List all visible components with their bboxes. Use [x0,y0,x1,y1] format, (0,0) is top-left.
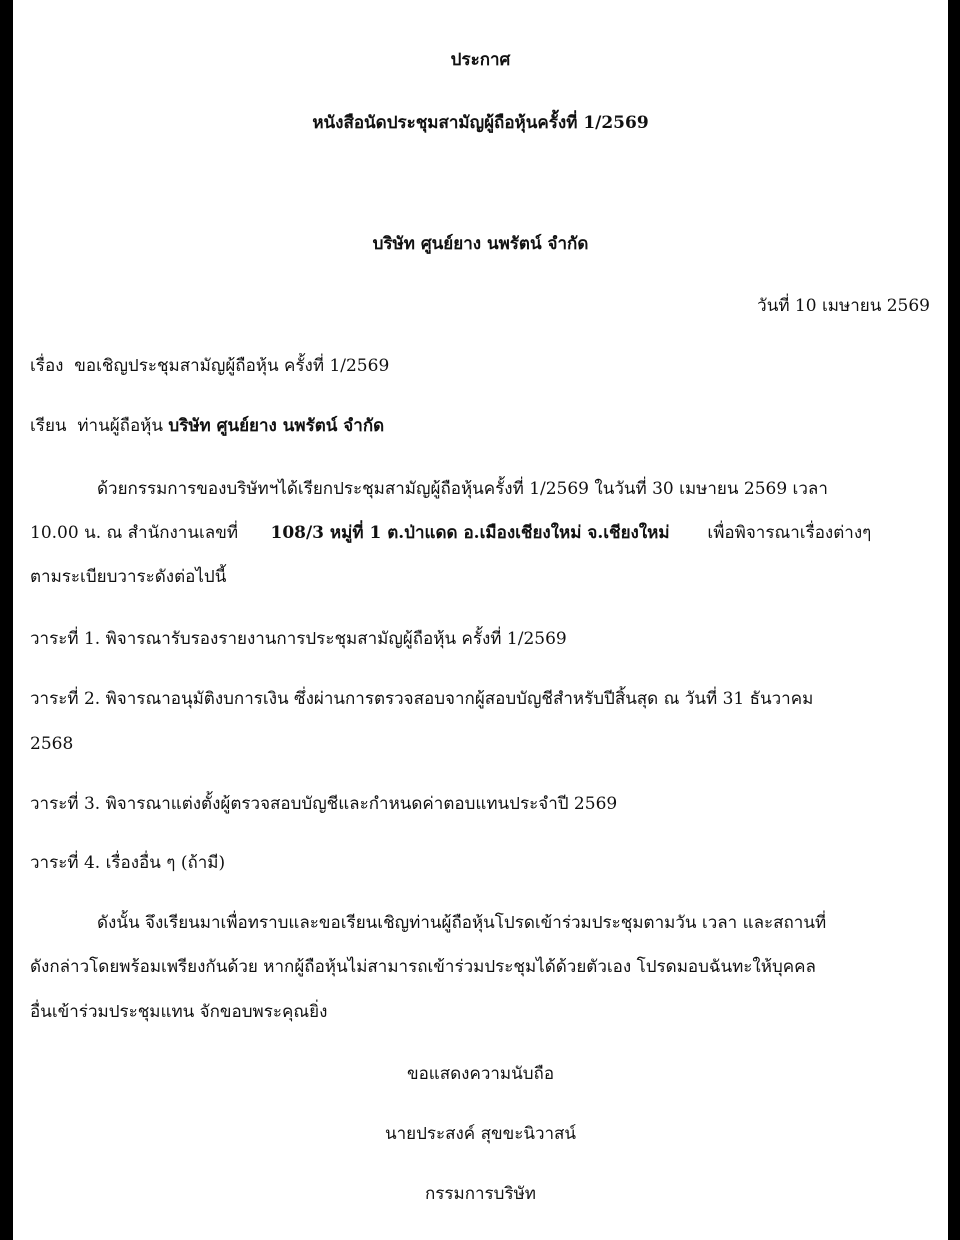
agenda-text: พิจารณาอนุมัติงบการเงิน ซึ่งผ่านการตรวจสอบจากผู้สอบบัญชีสำหรับปีสิ้นสุด ณ วันที่ 31 ธันวาคม [105,689,814,709]
venue-address: 108/3 หมู่ที่ 1 ต.ป่าแดด อ.เมืองเชียงใหม่ จ.เชียงใหม่ [270,523,670,543]
agenda-label: วาระที่ 1. [30,629,101,649]
document-page [13,0,948,1240]
closing-line-1: ดังนั้น จึงเรียนมาเพื่อทราบและขอเรียนเชิญท่านผู้ถือหุ้นโปรดเข้าร่วมประชุมตามวัน เวลา และสถานที่ [97,913,827,933]
closing-regards: ขอแสดงความนับถือ [406,1064,555,1084]
intro-venue-text: 10.00 น. ณ สำนักงานเลขที่ [30,523,239,543]
addressee-company: บริษัท ศูนย์ยาง นพรัตน์ จำกัด [168,416,385,436]
agenda-item [30,691,813,708]
announcement-heading: ประกาศ [450,50,511,70]
closing-line-3: อื่นเข้าร่วมประชุมแทน จักขอบพระคุณยิ่ง [30,1002,328,1022]
addressee-line [30,418,384,435]
agenda-text: พิจารณาแต่งตั้งผู้ตรวจสอบบัญชีและกำหนดค่าตอบแทนประจำปี 2569 [105,794,618,814]
agenda-item [30,855,225,872]
agenda-item [30,631,567,648]
intro-line-1: ด้วยกรรมการของบริษัทฯได้เรียกประชุมสามัญผู้ถือหุ้นครั้งที่ 1/2569 ในวันที่ 30 เมษายน 2569 เวลา [97,479,828,499]
intro-purpose-text: เพื่อพิจารณาเรื่องต่างๆ [707,523,872,543]
agenda-continuation: 2568 [30,734,74,754]
closing-line-2: ดังกล่าวโดยพร้อมเพรียงกันด้วย หากผู้ถือหุ้นไม่สามารถเข้าร่วมประชุมได้ด้วยตัวเอง โปรดมอบฉันทะให้บุคคล [30,957,816,977]
agenda-text: พิจารณารับรองรายงานการประชุมสามัญผู้ถือหุ้น ครั้งที่ 1/2569 [105,629,567,649]
subject-label: เรื่อง [30,356,64,376]
notice-title: หนังสือนัดประชุมสามัญผู้ถือหุ้นครั้งที่ 1/2569 [312,113,649,133]
agenda-item [30,796,617,813]
addressee-text: ท่านผู้ถือหุ้น [77,416,164,436]
agenda-label: วาระที่ 2. [30,689,101,709]
agenda-label: วาระที่ 4. [30,853,101,873]
signatory-position: กรรมการบริษัท [424,1184,537,1204]
document-date: วันที่ 10 เมษายน 2569 [757,296,930,316]
agenda-label: วาระที่ 3. [30,794,101,814]
company-name: บริษัท ศูนย์ยาง นพรัตน์ จำกัด [372,234,589,254]
signatory-name: นายประสงค์ สุขขะนิวาสน์ [384,1124,577,1144]
intro-line-3: ตามระเบียบวาระดังต่อไปนี้ [30,567,227,587]
agenda-text: เรื่องอื่น ๆ (ถ้ามี) [105,853,226,873]
subject-text: ขอเชิญประชุมสามัญผู้ถือหุ้น ครั้งที่ 1/2569 [74,356,390,376]
intro-line-2 [30,525,871,542]
subject-line [30,358,389,375]
addressee-label: เรียน [30,416,67,436]
